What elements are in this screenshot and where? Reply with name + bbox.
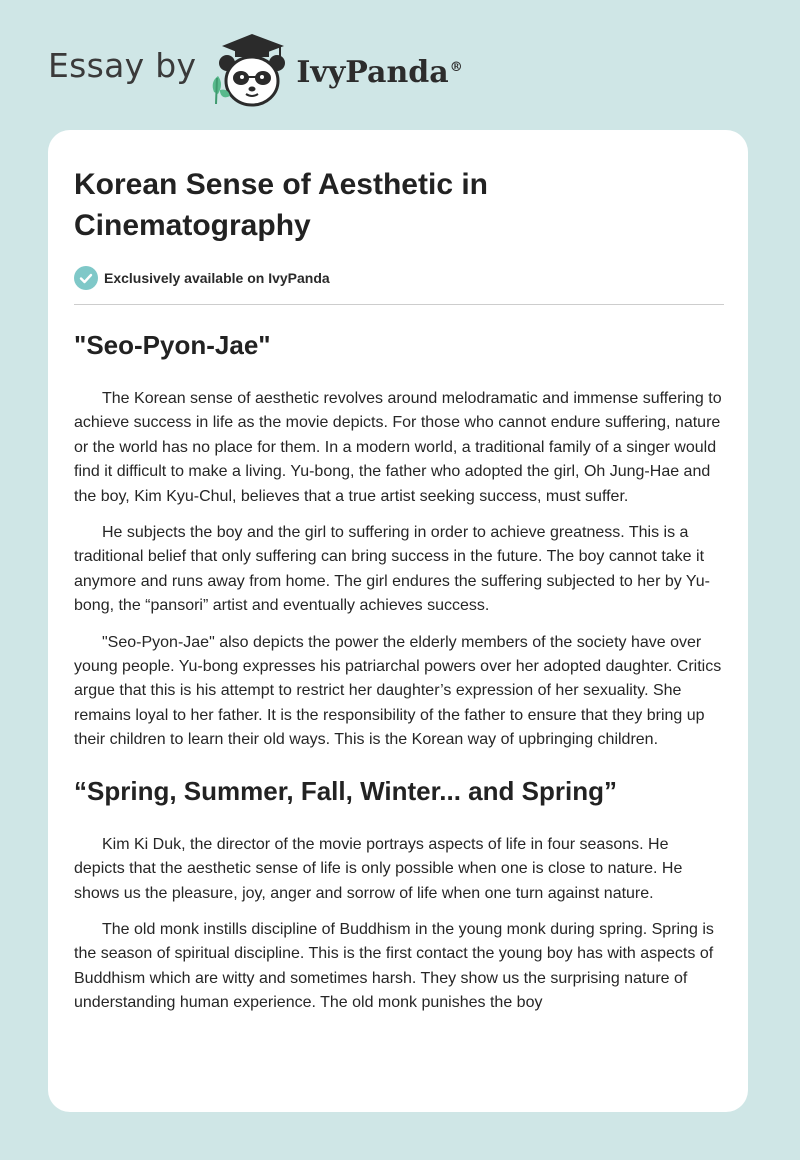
paragraph: Kim Ki Duk, the director of the movie portrays aspects of life in four seasons. He depicts that the aesthetic sense of life is only possible when one is close to nature. He shows us the pleasure, joy, anger and sorrow of life when one turn against nature. <box>74 835 683 902</box>
paragraph: He subjects the boy and the girl to suffering in order to achieve greatness. This is a traditional belief that only suffering can bring success in the future. The boy cannot take it anymore and runs away from home. The girl endures the suffering subjected to her by Yu-bong, the “pansori” artist and eventually achieves success. <box>74 524 710 615</box>
title-divider <box>74 304 724 305</box>
paragraph: The old monk instills discipline of Buddhism in the young monk during spring. Spring is the season of spiritual discipline. This is the first contact the young boy has with aspects of Buddhism which are witty and sometimes harsh. They show us the surprising nature of understanding human experience. The old monk punishes the boy <box>74 920 714 1012</box>
brand-prefix: Essay by <box>48 45 197 85</box>
brand-name-text: IvyPanda <box>296 54 449 90</box>
exclusive-badge <box>74 264 722 292</box>
brand-name <box>296 55 462 90</box>
section-heading-spring-summer: “Spring, Summer, Fall, Winter... and Spring” <box>74 775 617 806</box>
panda-graduate-logo-icon <box>208 30 294 110</box>
section-heading-seo-pyon-jae: "Seo-Pyon-Jae" <box>74 330 271 360</box>
exclusive-badge-text: Exclusively available on IvyPanda <box>104 270 330 286</box>
checkmark-icon <box>74 266 98 290</box>
essay-card <box>48 130 748 1112</box>
essay-title: Korean Sense of Aesthetic in Cinematography <box>74 168 488 242</box>
paragraph: "Seo-Pyon-Jae" also depicts the power the elderly members of the society have over young people. Yu-bong expresses his patriarchal powers over her adopted daughter. Critics argue that this is his attempt to restrict her daughter’s expression of her sexuality. She remains loyal to her father. It is the responsibility of the father to ensure that they bring up their children to learn their old ways. This is the Korean way of upbringing children. <box>74 633 722 749</box>
essay-content <box>74 130 722 1016</box>
brand-header <box>48 30 463 110</box>
registered-mark: ® <box>449 59 463 75</box>
paragraph: The Korean sense of aesthetic revolves around melodramatic and immense suffering to achieve success in life as the movie depicts. For those who cannot endure suffering, nature or the world has no place for them. In a modern world, a traditional family of a singer would find it difficult to make a living. Yu-bong, the father who adopted the girl, Oh Jung-Hae and the boy, Kim Kyu-Chul, believes that a true artist seeking success, must suffer. <box>74 390 722 505</box>
